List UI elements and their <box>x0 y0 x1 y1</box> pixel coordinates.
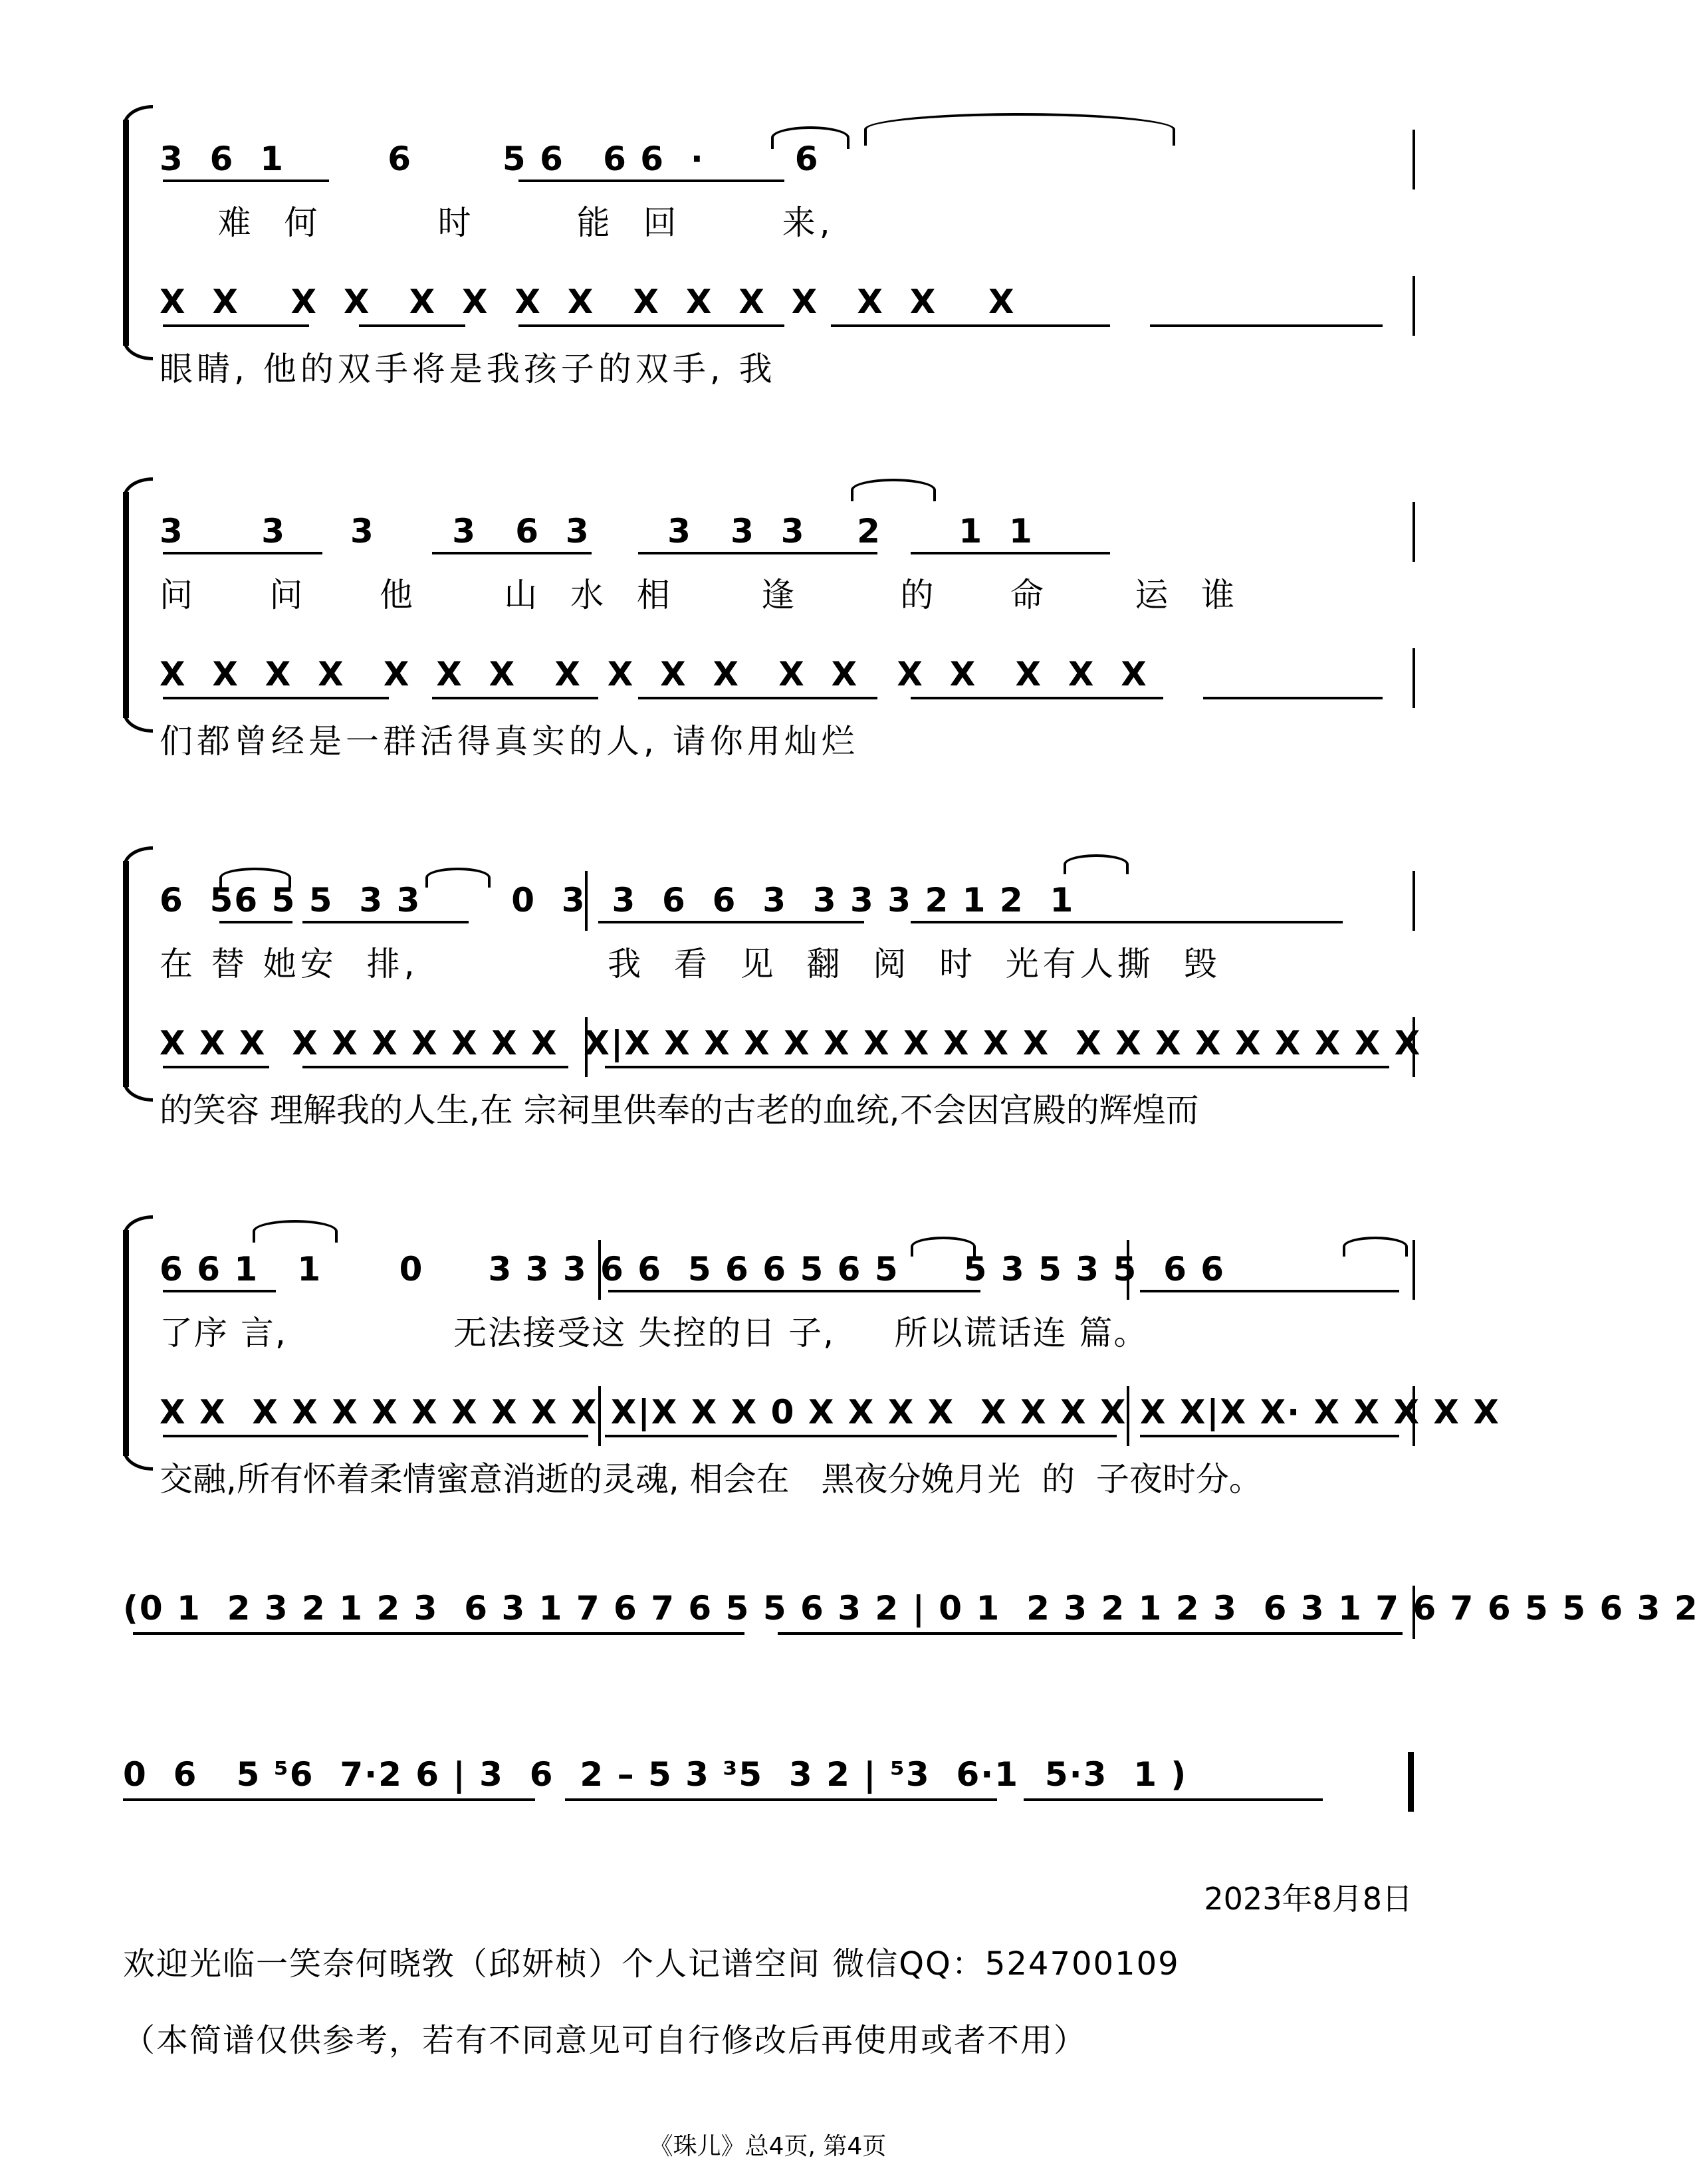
rhythm-line: X X X X X X X X X X X|X X X X X X X X X X X X X X X X X X X X <box>160 1024 1422 1062</box>
melody-lyrics: 问 问 他 山 水 相 逢 的 命 运 谁 <box>160 576 1239 614</box>
disclaimer-line: （本简谱仅供参考，若有不同意见可自行修改后再使用或者不用） <box>123 2022 1087 2059</box>
barline <box>598 1240 601 1300</box>
melody-line: 3 3 3 3 6 3 3 3 3 2 1 1 <box>160 512 1034 550</box>
beam <box>518 180 784 182</box>
slur <box>771 126 850 149</box>
beam <box>163 1435 588 1437</box>
melody-lyrics: 难 何 时 能 回 来, <box>160 203 834 242</box>
system-bracket <box>123 861 129 1087</box>
beam <box>1097 921 1343 923</box>
beam <box>163 180 329 182</box>
beam <box>911 921 1110 923</box>
credit-line: 欢迎光临一笑奈何晓敩（邱妍桢）个人记谱空间 微信QQ：524700109 <box>123 1945 1180 1983</box>
beam <box>432 697 598 699</box>
beam <box>359 324 465 327</box>
beam <box>163 1066 269 1068</box>
beam <box>831 324 1110 327</box>
beam <box>638 697 877 699</box>
barline <box>1413 130 1415 189</box>
melody-line: 6 6 1 1 0 3 3 3 6 6 5 6 6 5 6 5 5 3 5 3 5 6 6 <box>160 1250 1226 1288</box>
barline <box>1413 648 1415 708</box>
rhythm-lyrics: 眼睛, 他的双手将是我孩子的双手, 我 <box>160 350 776 388</box>
beam <box>1140 1435 1399 1437</box>
barline <box>1413 1017 1415 1077</box>
slur <box>911 1237 976 1257</box>
beam <box>518 324 784 327</box>
beam <box>432 552 592 554</box>
slur <box>425 868 491 888</box>
interlude-line-2: 0 6 5 ⁵6 7·2 6 | 3 6 2 – 5 3 ³5 3 2 | ⁵3 6·1 5·3 1 ) <box>123 1755 1188 1794</box>
beam <box>608 1290 980 1292</box>
slur <box>851 479 936 501</box>
beam <box>302 1066 568 1068</box>
barline <box>1413 1240 1415 1300</box>
barline <box>1413 276 1415 336</box>
barline <box>585 871 588 931</box>
interlude-line-1: (0 1 2 3 2 1 2 3 6 3 1 7 6 7 6 5 5 6 3 2 | 0 1 2 3 2 1 2 3 6 3 1 7 6 7 6 5 5 6 3 2 <box>123 1589 1699 1628</box>
barline <box>1413 502 1415 562</box>
beam <box>163 324 309 327</box>
beam <box>911 552 1110 554</box>
beam <box>1140 1290 1399 1292</box>
rhythm-line: X X X X X X X X X X X X X X X <box>160 283 1016 321</box>
rhythm-lyrics: 交融,所有怀着柔情蜜意消逝的灵魂, 相会在 黑夜分娩月光 的 子夜时分。 <box>160 1460 1262 1499</box>
beam <box>302 921 469 923</box>
rhythm-line: X X X X X X X X X X X X|X X X 0 X X X X X X X X X X|X X· X X X X X <box>160 1393 1500 1431</box>
beam <box>638 552 877 554</box>
date: 2023年8月8日 <box>1204 1881 1413 1917</box>
barline <box>1127 1386 1129 1446</box>
beam <box>1203 697 1383 699</box>
system-bracket <box>123 120 129 346</box>
rhythm-line: X X X X X X X X X X X X X X X X X X <box>160 655 1148 693</box>
beam <box>163 1290 276 1292</box>
rhythm-lyrics: 的笑容 理解我的人生,在 宗祠里供奉的古老的血统,不会因宫殿的辉煌而 <box>160 1091 1199 1130</box>
beam <box>123 1798 535 1801</box>
barline <box>1127 1240 1129 1300</box>
melody-lyrics: 了序 言, 无法接受这 失控的日 子, 所以谎话连 篇。 <box>160 1314 1149 1352</box>
beam <box>911 697 1163 699</box>
slur <box>864 113 1175 146</box>
melody-line: 3 6 1 6 5 6 6 6 · 6 <box>160 140 820 178</box>
beam <box>605 1066 1389 1068</box>
beam <box>778 1632 1403 1635</box>
page-label: 《珠儿》总4页, 第4页 <box>649 2133 887 2160</box>
barline <box>1413 871 1415 931</box>
beam <box>133 1632 744 1635</box>
system-bracket <box>123 1230 129 1456</box>
barline <box>1413 1386 1415 1446</box>
system-bracket <box>123 492 129 718</box>
beam <box>1024 1798 1323 1801</box>
final-barline <box>1408 1752 1414 1812</box>
beam <box>163 697 389 699</box>
beam <box>219 921 292 923</box>
slur <box>253 1220 338 1243</box>
barline <box>598 1386 601 1446</box>
melody-line: 6 56 5 5 3 3 0 3 3 6 6 3 3 3 3 2 1 2 1 <box>160 881 1075 919</box>
rhythm-lyrics: 们都曾经是一群活得真实的人, 请你用灿烂 <box>160 722 859 761</box>
beam <box>163 552 322 554</box>
beam <box>565 1798 997 1801</box>
barline <box>585 1017 588 1077</box>
beam <box>605 1435 1117 1437</box>
beam <box>1150 324 1383 327</box>
barline <box>1413 1586 1415 1639</box>
slur <box>1064 854 1129 874</box>
beam <box>598 921 864 923</box>
slur <box>1343 1237 1408 1257</box>
melody-lyrics: 在 替 她安 排, 我 看 见 翻 阅 时 光有人撕 毁 <box>160 945 1221 983</box>
slur <box>219 868 291 888</box>
